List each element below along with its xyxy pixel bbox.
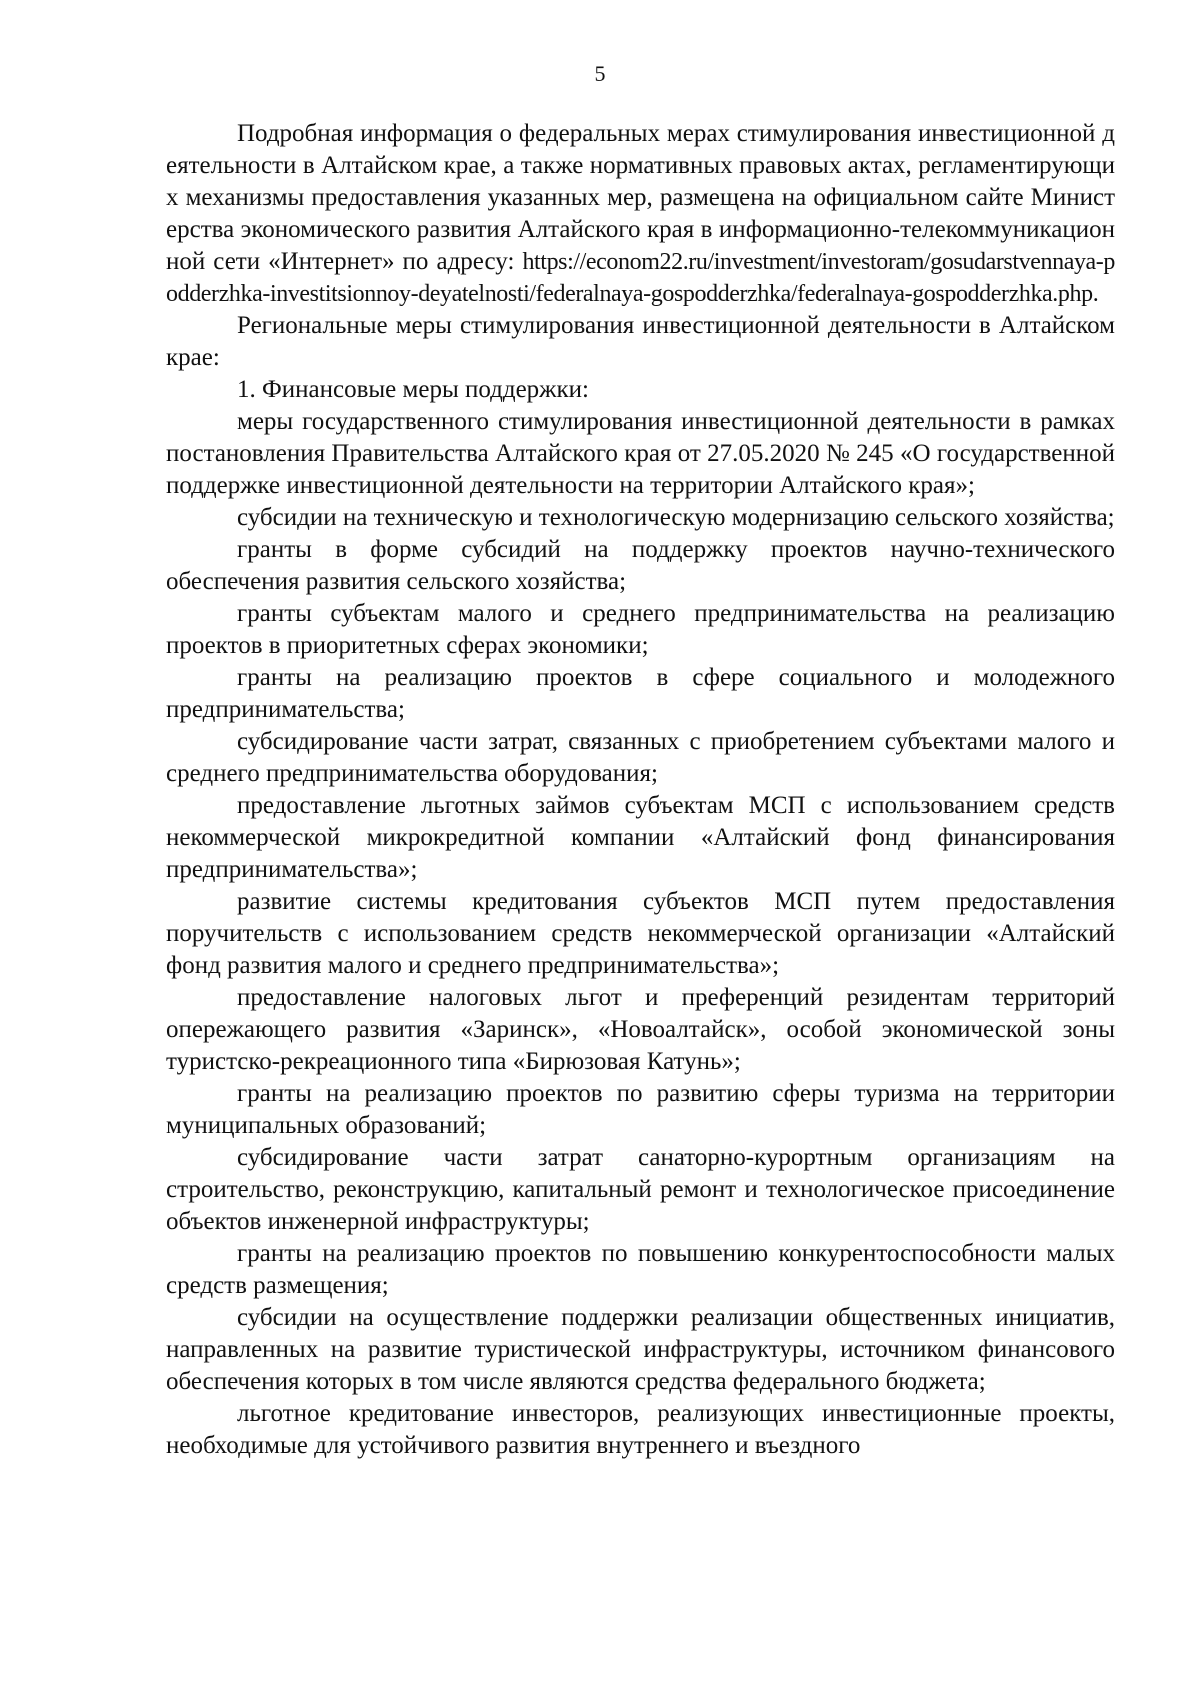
document-body <box>166 118 1115 1462</box>
list-item-tourism-grants: гранты на реализацию проектов по развитию сферы туризма на территории муниципальных образований; <box>166 1080 1115 1139</box>
list-item-guarantees: развитие системы кредитования субъектов МСП путем предоставления поручительств с использованием средств некоммерческой организации «Алтайский фонд развития малого и среднего предпринимательства»; <box>166 888 1115 979</box>
ministry-website-url: https://econom22.ru/investment/investoram/gosudarstvennaya-podderzhka-investitsionnoy-deyatelnosti/federalnaya-gospodderzhka/federalnaya-gospodderzhka.php. <box>166 249 1115 307</box>
list-item-state-stimulation: меры государственного стимулирования инвестиционной деятельности в рамках постановления Правительства Алтайского края от 27.05.2020 № 245 «О государственной поддержке инвестиционной деятельности на территории Алтайского края»; <box>166 408 1115 499</box>
list-item-agri-modernization-subsidies: субсидии на техническую и технологическую модернизацию сельского хозяйства; <box>237 504 1115 531</box>
list-item-equipment-cost-subsidies: субсидирование части затрат, связанных с приобретением субъектами малого и среднего предпринимательства оборудования; <box>166 728 1115 787</box>
list-item-agri-science-grants: гранты в форме субсидий на поддержку проектов научно-технического обеспечения развития сельского хозяйства; <box>166 536 1115 595</box>
paragraph-federal-measures-info <box>166 118 1115 310</box>
page-number: 5 <box>594 61 606 86</box>
paragraph-regional-measures-heading: Региональные меры стимулирования инвестиционной деятельности в Алтайском крае: <box>166 312 1115 371</box>
paragraph-financial-measures-heading: 1. Финансовые меры поддержки: <box>237 376 589 403</box>
list-item-small-accommodation-grants: гранты на реализацию проектов по повышению конкурентоспособности малых средств размещения; <box>166 1240 1115 1299</box>
list-item-tax-benefits: предоставление налоговых льгот и преференций резидентам территорий опережающего развития «Заринск», «Новоалтайск», особой экономической зоны туристско-рекреационного типа «Бирюзовая Катунь»; <box>166 984 1115 1075</box>
list-item-preferential-loans: предоставление льготных займов субъектам МСП с использованием средств некоммерческой микрокредитной компании «Алтайский фонд финансирования предпринимательства»; <box>166 792 1115 883</box>
list-item-public-initiatives-subsidies: субсидии на осуществление поддержки реализации общественных инициатив, направленных на развитие туристической инфраструктуры, источником финансового обеспечения которых в том числе являются средства федерального бюджета; <box>166 1304 1115 1395</box>
list-item-sanatorium-subsidies: субсидирование части затрат санаторно-курортным организациям на строительство, реконструкцию, капитальный ремонт и технологическое присоединение объектов инженерной инфраструктуры; <box>166 1144 1115 1235</box>
paragraph-text: Подробная информация о федеральных мерах стимулирования инвестиционной деятельности в Алтайском крае, а также нормативных правовых актах, регламентирующих механизмы предоставления указанных мер, размещена на официальном сайте Министерства экономического развития Алтайского края в информационно-телекоммуникационной сети «Интернет» по адресу: <box>166 120 1115 275</box>
list-item-sme-priority-grants: гранты субъектам малого и среднего предпринимательства на реализацию проектов в приоритетных сферах экономики; <box>166 600 1115 659</box>
list-item-investor-lending: льготное кредитование инвесторов, реализующих инвестиционные проекты, необходимые для устойчивого развития внутреннего и въездного <box>166 1400 1115 1459</box>
list-item-social-youth-grants: гранты на реализацию проектов в сфере социального и молодежного предпринимательства; <box>166 664 1115 723</box>
